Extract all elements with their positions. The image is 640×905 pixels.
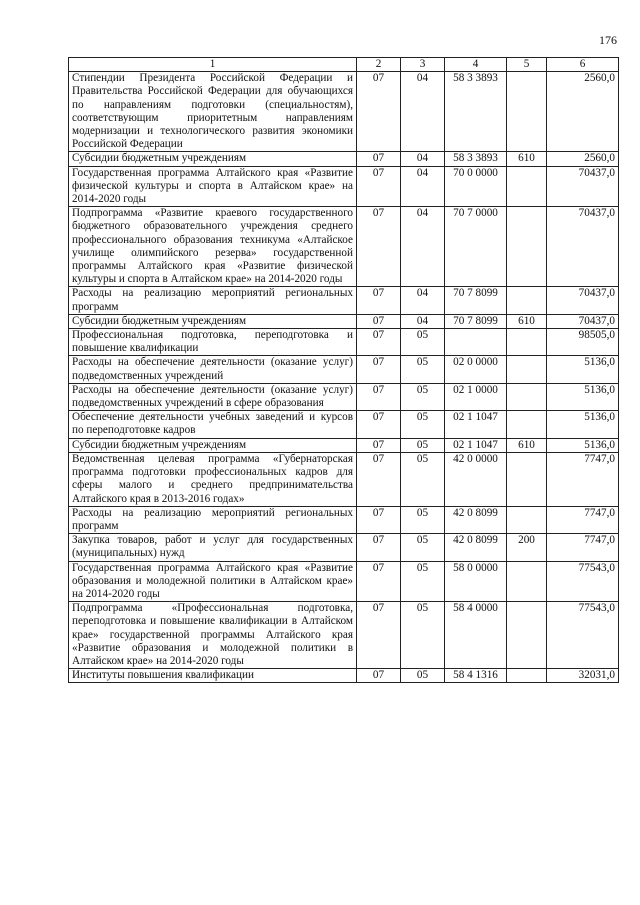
row-subsection: 05: [401, 329, 445, 356]
row-name: Расходы на реализацию мероприятий региональных программ: [69, 506, 357, 533]
row-section: 07: [357, 287, 401, 314]
row-expense-type: [507, 207, 547, 287]
table-row: [69, 152, 619, 166]
row-target-article: 58 4 1316: [445, 669, 507, 683]
row-target-article: 02 1 1047: [445, 411, 507, 438]
row-amount: 98505,0: [547, 329, 619, 356]
row-amount: 2560,0: [547, 152, 619, 166]
row-amount: 2560,0: [547, 72, 619, 152]
row-amount: 70437,0: [547, 314, 619, 328]
row-target-article: 58 4 0000: [445, 602, 507, 669]
row-target-article: 58 3 3893: [445, 72, 507, 152]
row-name: Институты повышения квалификации: [69, 669, 357, 683]
row-section: 07: [357, 561, 401, 602]
table-row: [69, 72, 619, 152]
row-target-article: [445, 329, 507, 356]
row-name: Субсидии бюджетным учреждениям: [69, 314, 357, 328]
table-row: [69, 166, 619, 207]
row-amount: 7747,0: [547, 534, 619, 561]
row-name: Подпрограмма «Профессиональная подготовка, переподготовка и повышение квалификации в Алтайском крае» государственной программы Алтайского края «Развитие образования и молодежной политики в Алтайском крае» на 2014-2020 годы: [69, 602, 357, 669]
row-section: 07: [357, 152, 401, 166]
row-amount: 77543,0: [547, 561, 619, 602]
row-amount: 7747,0: [547, 452, 619, 506]
row-amount: 32031,0: [547, 669, 619, 683]
row-amount: 5136,0: [547, 383, 619, 410]
row-target-article: 70 0 0000: [445, 166, 507, 207]
row-expense-type: [507, 669, 547, 683]
row-amount: 70437,0: [547, 287, 619, 314]
row-section: 07: [357, 452, 401, 506]
row-name: Субсидии бюджетным учреждениям: [69, 438, 357, 452]
row-expense-type: [507, 561, 547, 602]
row-expense-type: 200: [507, 534, 547, 561]
table-row: [69, 314, 619, 328]
row-subsection: 04: [401, 72, 445, 152]
header-row: [69, 58, 619, 72]
table-row: [69, 383, 619, 410]
table-row: [69, 506, 619, 533]
row-section: 07: [357, 669, 401, 683]
row-expense-type: 610: [507, 438, 547, 452]
row-target-article: 70 7 0000: [445, 207, 507, 287]
row-target-article: 70 7 8099: [445, 287, 507, 314]
row-expense-type: [507, 452, 547, 506]
row-expense-type: [507, 383, 547, 410]
row-subsection: 05: [401, 411, 445, 438]
budget-table: [68, 57, 619, 683]
row-amount: 77543,0: [547, 602, 619, 669]
table-row: [69, 411, 619, 438]
row-target-article: 42 0 8099: [445, 506, 507, 533]
row-subsection: 04: [401, 152, 445, 166]
row-name: Расходы на реализацию мероприятий региональных программ: [69, 287, 357, 314]
page-number: 176: [599, 33, 617, 47]
row-section: 07: [357, 356, 401, 383]
row-subsection: 04: [401, 314, 445, 328]
table-row: [69, 329, 619, 356]
header-col-5: 5: [507, 58, 547, 72]
row-subsection: 04: [401, 207, 445, 287]
row-amount: 5136,0: [547, 411, 619, 438]
row-target-article: 02 1 0000: [445, 383, 507, 410]
row-section: 07: [357, 72, 401, 152]
header-col-2: 2: [357, 58, 401, 72]
row-name: Стипендии Президента Российской Федерации и Правительства Российской Федерации для обучающихся по направлениям подготовки (специальностям), соответствующим приоритетным направлениям модернизации и технологического развития экономики Российской Федерации: [69, 72, 357, 152]
row-amount: 5136,0: [547, 438, 619, 452]
row-subsection: 05: [401, 438, 445, 452]
row-expense-type: [507, 72, 547, 152]
row-amount: 5136,0: [547, 356, 619, 383]
row-subsection: 05: [401, 383, 445, 410]
header-col-3: 3: [401, 58, 445, 72]
table-row: [69, 561, 619, 602]
header-col-6: 6: [547, 58, 619, 72]
row-amount: 70437,0: [547, 207, 619, 287]
row-subsection: 05: [401, 506, 445, 533]
header-col-1: 1: [69, 58, 357, 72]
row-subsection: 05: [401, 561, 445, 602]
row-name: Профессиональная подготовка, переподготовка и повышение квалификации: [69, 329, 357, 356]
row-section: 07: [357, 438, 401, 452]
table-row: [69, 534, 619, 561]
row-expense-type: [507, 602, 547, 669]
table-row: [69, 287, 619, 314]
row-section: 07: [357, 207, 401, 287]
row-expense-type: 610: [507, 314, 547, 328]
row-name: Субсидии бюджетным учреждениям: [69, 152, 357, 166]
table-row: [69, 669, 619, 683]
row-name: Обеспечение деятельности учебных заведений и курсов по переподготовке кадров: [69, 411, 357, 438]
row-target-article: 42 0 0000: [445, 452, 507, 506]
row-subsection: 05: [401, 602, 445, 669]
header-col-4: 4: [445, 58, 507, 72]
row-name: Государственная программа Алтайского края «Развитие физической культуры и спорта в Алтайском крае» на 2014-2020 годы: [69, 166, 357, 207]
row-subsection: 05: [401, 356, 445, 383]
table-row: [69, 602, 619, 669]
table-row: [69, 438, 619, 452]
row-subsection: 04: [401, 287, 445, 314]
row-section: 07: [357, 602, 401, 669]
table-row: [69, 452, 619, 506]
row-target-article: 70 7 8099: [445, 314, 507, 328]
row-expense-type: [507, 166, 547, 207]
row-expense-type: [507, 356, 547, 383]
row-target-article: 02 0 0000: [445, 356, 507, 383]
row-target-article: 02 1 1047: [445, 438, 507, 452]
row-name: Закупка товаров, работ и услуг для государственных (муниципальных) нужд: [69, 534, 357, 561]
row-section: 07: [357, 534, 401, 561]
row-expense-type: [507, 411, 547, 438]
row-expense-type: [507, 506, 547, 533]
row-section: 07: [357, 314, 401, 328]
table-row: [69, 207, 619, 287]
row-section: 07: [357, 166, 401, 207]
row-subsection: 05: [401, 669, 445, 683]
row-target-article: 58 3 3893: [445, 152, 507, 166]
row-target-article: 58 0 0000: [445, 561, 507, 602]
row-amount: 70437,0: [547, 166, 619, 207]
row-subsection: 05: [401, 452, 445, 506]
row-name: Подпрограмма «Развитие краевого государственного бюджетного образовательного учреждения среднего профессионального образования техникума «Алтайское училище олимпийского резерва» государственной программы Алтайского края «Развитие физической культуры и спорта в Алтайском крае» на 2014-2020 годы: [69, 207, 357, 287]
row-section: 07: [357, 506, 401, 533]
row-section: 07: [357, 383, 401, 410]
row-subsection: 05: [401, 534, 445, 561]
row-name: Государственная программа Алтайского края «Развитие образования и молодежной политики в Алтайском крае» на 2014-2020 годы: [69, 561, 357, 602]
row-name: Расходы на обеспечение деятельности (оказание услуг) подведомственных учреждений в сфере образования: [69, 383, 357, 410]
table-row: [69, 356, 619, 383]
row-expense-type: [507, 329, 547, 356]
row-name: Ведомственная целевая программа «Губернаторская программа подготовки профессиональных кадров для сферы малого и среднего предпринимательства Алтайского края в 2013-2016 годах»: [69, 452, 357, 506]
row-expense-type: 610: [507, 152, 547, 166]
row-subsection: 04: [401, 166, 445, 207]
row-amount: 7747,0: [547, 506, 619, 533]
row-section: 07: [357, 329, 401, 356]
row-name: Расходы на обеспечение деятельности (оказание услуг) подведомственных учреждений: [69, 356, 357, 383]
row-section: 07: [357, 411, 401, 438]
row-expense-type: [507, 287, 547, 314]
row-target-article: 42 0 8099: [445, 534, 507, 561]
